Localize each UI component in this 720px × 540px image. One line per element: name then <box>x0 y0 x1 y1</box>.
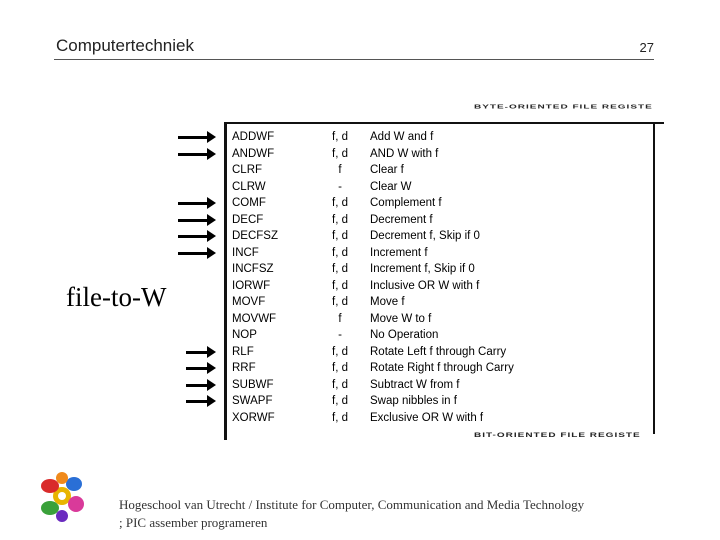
operands-cell: f <box>338 164 342 176</box>
arrow-icon <box>186 395 216 407</box>
page-number: 27 <box>639 40 654 55</box>
header-divider <box>54 59 654 60</box>
description-cell: Complement f <box>370 197 442 209</box>
arrow-icon <box>178 131 216 143</box>
operands-cell: f, d <box>332 345 348 358</box>
description-cell: Decrement f, Skip if 0 <box>370 230 480 242</box>
description-cell: Move f <box>370 296 405 308</box>
description-cell: Move W to f <box>370 312 432 325</box>
operands-cell: f, d <box>332 230 348 242</box>
mnemonic-cell: DECFSZ <box>232 230 278 242</box>
mnemonic-cell: ANDWF <box>232 147 275 160</box>
operands-cell: f, d <box>332 147 348 160</box>
mnemonic-cell: CLRW <box>232 180 266 193</box>
operands-cell: f, d <box>332 263 348 275</box>
mnemonic-cell: RRF <box>232 362 256 374</box>
arrow-icon <box>178 148 216 160</box>
school-logo <box>36 468 88 524</box>
mnemonic-cell: IORWF <box>232 279 271 292</box>
arrow-icon <box>186 362 216 374</box>
slide-title: Computertechniek <box>56 36 194 55</box>
table-footer-cut: BIT-ORIENTED FILE REGISTE <box>474 432 641 439</box>
description-cell: Clear W <box>370 180 412 193</box>
footer-text <box>119 496 584 532</box>
mnemonic-cell: SUBWF <box>232 378 274 391</box>
operands-cell: f <box>338 312 342 325</box>
operands-cell: f, d <box>332 246 348 259</box>
operands-cell: - <box>338 329 342 341</box>
description-cell: Increment f, Skip if 0 <box>370 263 475 275</box>
description-cell: Subtract W from f <box>370 378 460 391</box>
operands-cell: f, d <box>332 411 348 424</box>
mnemonic-cell: INCF <box>232 246 259 259</box>
instruction-table <box>224 102 664 440</box>
arrow-icon <box>178 214 216 226</box>
mnemonic-cell: XORWF <box>232 411 275 424</box>
mnemonic-cell: ADDWF <box>232 131 275 143</box>
operands-cell: f, d <box>332 197 348 209</box>
operands-cell: f, d <box>332 213 348 226</box>
arrow-icon <box>178 230 216 242</box>
table-header-cut: BYTE-ORIENTED FILE REGISTE <box>474 104 653 111</box>
footer-line-2: ; PIC assember programeren <box>119 515 268 530</box>
description-cell: Clear f <box>370 164 404 176</box>
description-cell: Rotate Right f through Carry <box>370 362 514 374</box>
mnemonic-cell: RLF <box>232 345 254 358</box>
table-top-border <box>224 122 664 124</box>
file-to-w-label: file-to-W <box>66 282 167 312</box>
mnemonic-cell: SWAPF <box>232 395 273 407</box>
footer-line-1: Hogeschool van Utrecht / Institute for Computer, Communication and Media Technology <box>119 497 585 512</box>
arrow-icon <box>178 197 216 209</box>
operands-cell: f, d <box>332 395 348 407</box>
description-cell: Swap nibbles in f <box>370 395 457 407</box>
operands-cell: f, d <box>332 131 348 143</box>
operands-cell: f, d <box>332 378 348 391</box>
mnemonic-cell: MOVF <box>232 296 266 308</box>
mnemonic-cell: DECF <box>232 213 264 226</box>
arrow-icon <box>186 379 216 391</box>
description-cell: Decrement f <box>370 213 433 226</box>
description-cell: Exclusive OR W with f <box>370 411 484 424</box>
operands-cell: f, d <box>332 279 348 292</box>
description-cell: No Operation <box>370 329 439 341</box>
arrow-icon <box>178 247 216 259</box>
mnemonic-cell: MOVWF <box>232 312 277 325</box>
description-cell: AND W with f <box>370 147 439 160</box>
description-cell: Add W and f <box>370 131 434 143</box>
operands-cell: f, d <box>332 296 348 308</box>
description-cell: Increment f <box>370 246 428 259</box>
operands-cell: f, d <box>332 362 348 374</box>
mnemonic-cell: CLRF <box>232 164 263 176</box>
operands-cell: - <box>338 180 342 193</box>
table-left-border <box>224 124 227 440</box>
arrow-icon <box>186 346 216 358</box>
mnemonic-cell: NOP <box>232 329 257 341</box>
mnemonic-cell: INCFSZ <box>232 263 274 275</box>
description-cell: Inclusive OR W with f <box>370 279 480 292</box>
mnemonic-cell: COMF <box>232 197 266 209</box>
description-cell: Rotate Left f through Carry <box>370 345 507 358</box>
